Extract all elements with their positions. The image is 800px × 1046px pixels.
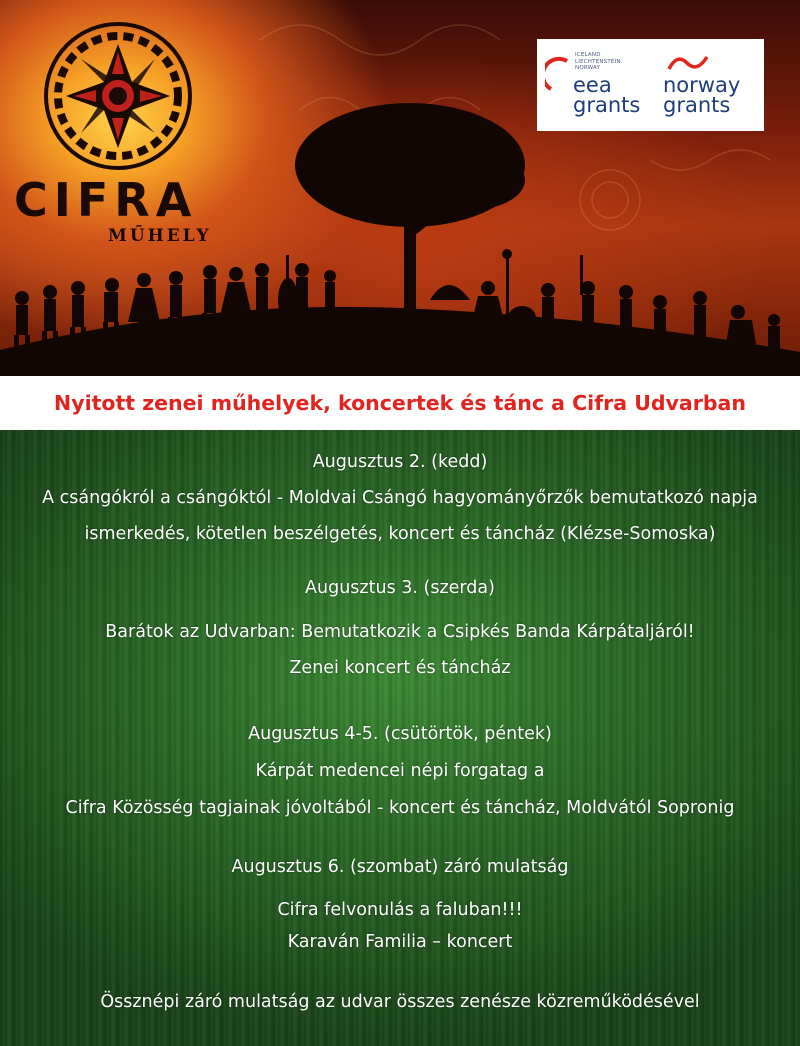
- cifra-emblem-icon: [46, 24, 190, 168]
- closing-line: Össznépi záró mulatság az udvar összes zenésze közreműködésével: [100, 992, 700, 1012]
- eea-word: eea: [573, 73, 612, 97]
- day1-line1: A csángókról a csángóktól - Moldvai Csángó hagyományőrzők bemutatkozó napja: [42, 488, 758, 508]
- norway-grants-word: grants: [663, 93, 731, 117]
- day4-line2: Karaván Familia – koncert: [287, 932, 513, 952]
- day1-date: Augusztus 2. (kedd): [312, 452, 488, 472]
- cifra-logo-text: CIFRA: [14, 173, 198, 227]
- norway-word: norway: [663, 73, 741, 97]
- title-banner: [0, 376, 800, 430]
- day3-line2: Cifra Közösség tagjainak jóvoltából - koncert és táncház, Moldvától Sopronig: [65, 798, 735, 818]
- day1-line2: ismerkedés, kötetlen beszélgetés, koncert és táncház (Klézse-Somoska): [84, 524, 716, 544]
- grants-logo-box: [537, 39, 764, 131]
- day2-line2: Zenei koncert és táncház: [289, 658, 511, 678]
- norway-mark-icon: [665, 51, 711, 73]
- day2-line1: Barátok az Udvarban: Bemutatkozik a Csipkés Banda Kárpátaljáról!: [105, 622, 695, 642]
- eea-countries: ICELAND LIECHTENSTEIN NORWAY: [575, 52, 621, 71]
- day2-date: Augusztus 3. (szerda): [305, 578, 495, 598]
- day3-date: Augusztus 4-5. (csütörtök, péntek): [248, 724, 552, 744]
- program-section: [0, 430, 800, 1046]
- dancers-silhouette: [0, 249, 800, 376]
- day4-date: Augusztus 6. (szombat) záró mulatság: [231, 857, 569, 877]
- eea-grants-word: grants: [573, 93, 641, 117]
- day4-line1: Cifra felvonulás a faluban!!!: [277, 900, 523, 920]
- day3-line1: Kárpát medencei népi forgatag a: [255, 761, 545, 781]
- cifra-logo-subtitle: MŰHELY: [108, 226, 212, 246]
- eea-mark-icon: [545, 51, 575, 97]
- banner-title: Nyitott zenei műhelyek, koncertek és tánc a Cifra Udvarban: [54, 391, 746, 415]
- hero-image: [0, 0, 800, 376]
